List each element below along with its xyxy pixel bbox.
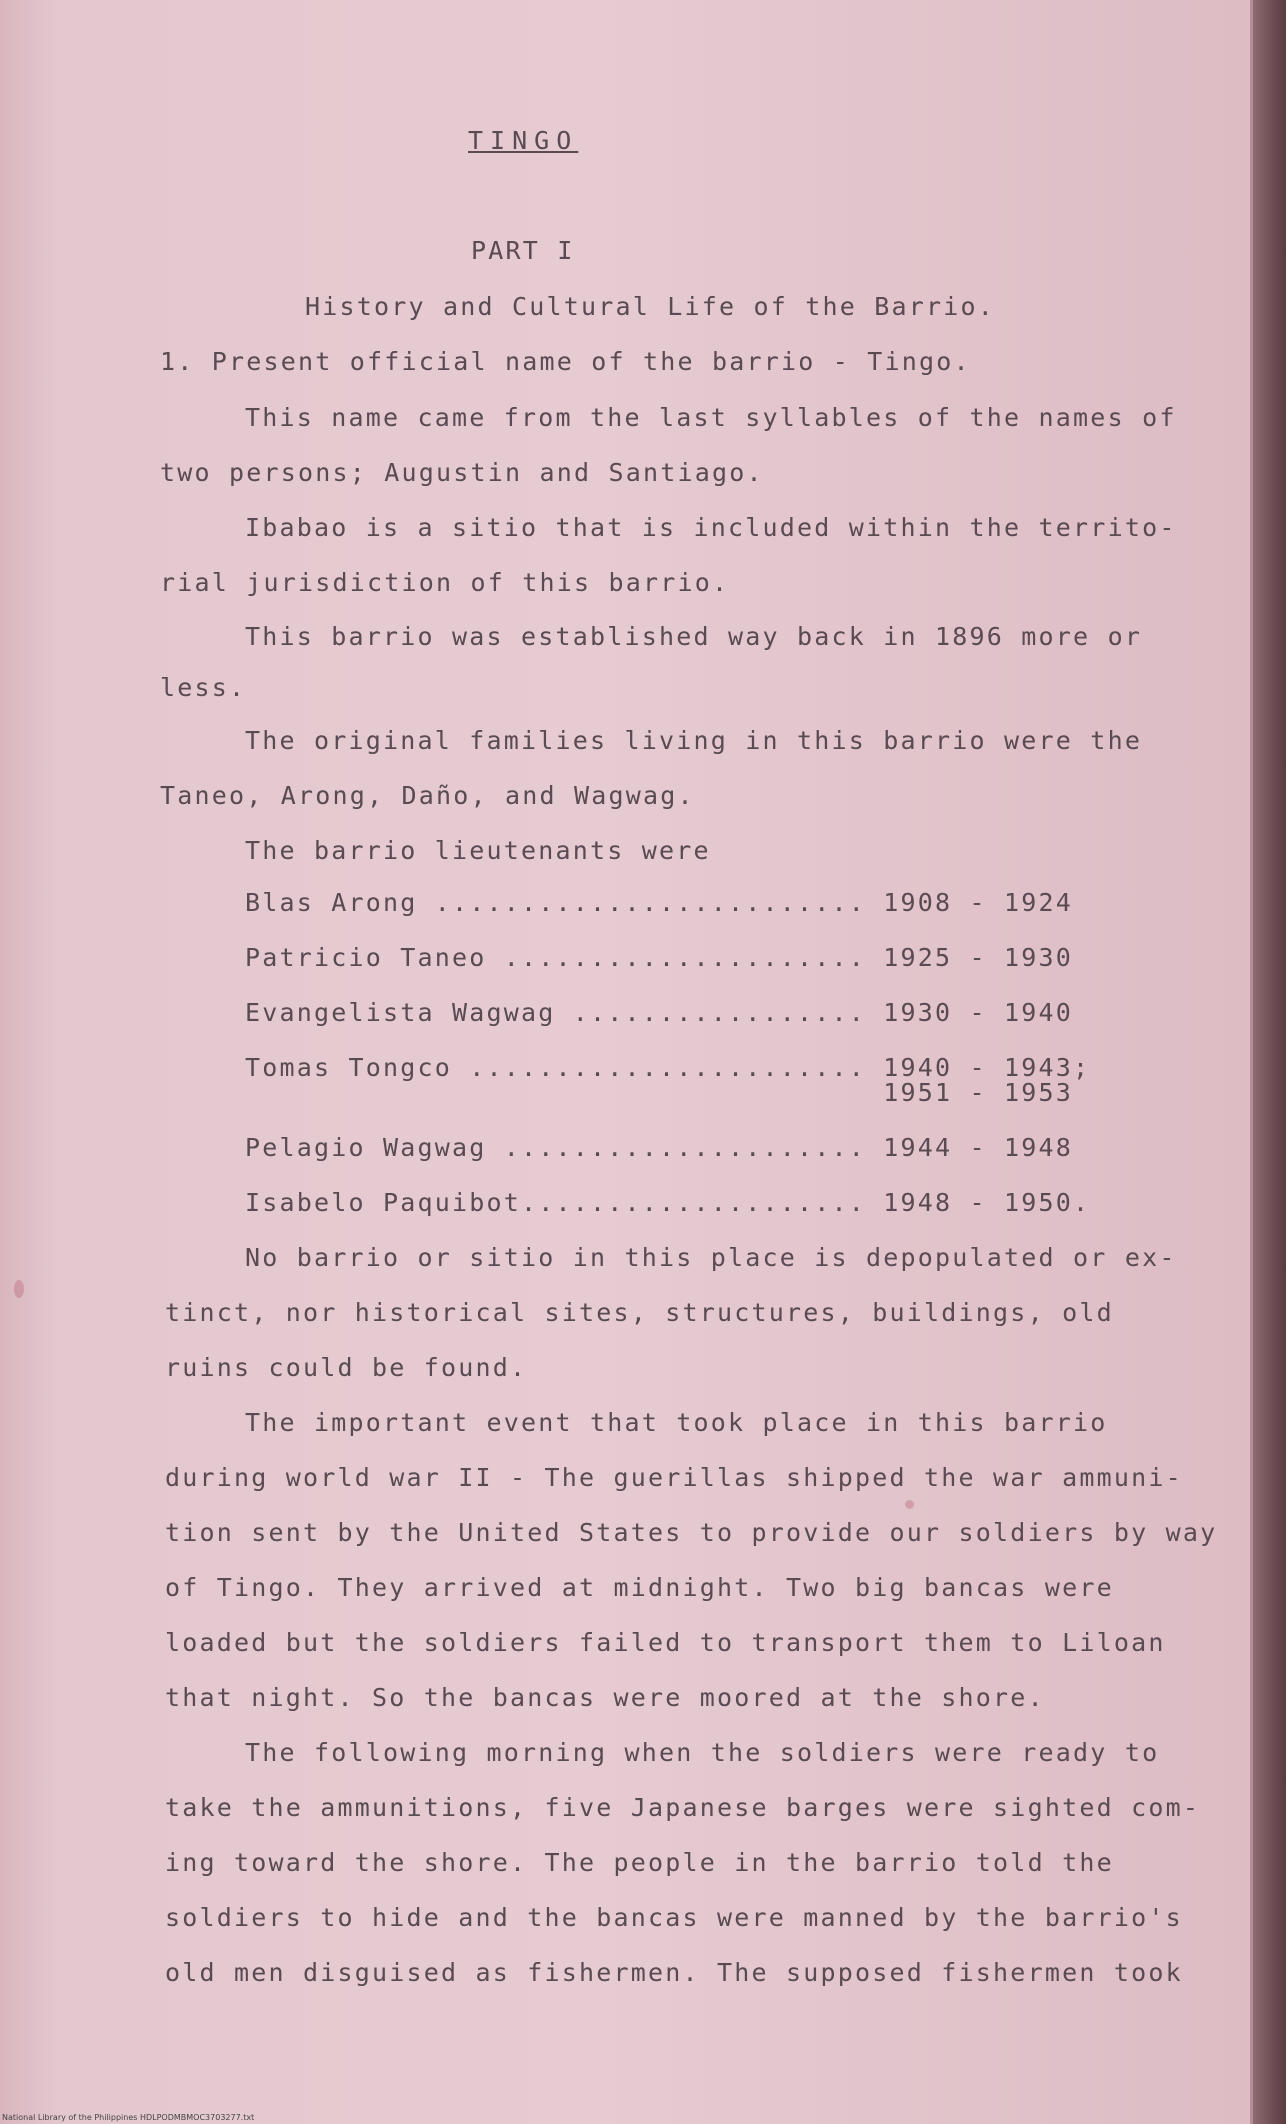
lieutenant-row: Evangelista Wagwag ................. 1930 - 1940 xyxy=(245,998,1074,1027)
ink-blot xyxy=(905,1500,914,1509)
lieutenants-intro: The barrio lieutenants were xyxy=(245,836,711,865)
paragraph-line: The following morning when the soldiers were ready to xyxy=(245,1738,1160,1767)
paragraph-line: ing toward the shore. The people in the barrio told the xyxy=(165,1848,1114,1877)
paragraph-line: old men disguised as fishermen. The supposed fishermen took xyxy=(165,1958,1183,1987)
paragraph-line: Ibabao is a sitio that is included within the territo- xyxy=(245,513,1177,542)
paragraph-line: take the ammunitions, five Japanese barges were sighted com- xyxy=(165,1793,1201,1822)
paragraph-line: soldiers to hide and the bancas were manned by the barrio's xyxy=(165,1903,1183,1932)
paragraph-line: less. xyxy=(160,673,247,702)
paragraph-line: loaded but the soldiers failed to transport them to Liloan xyxy=(165,1628,1166,1657)
paragraph-line: The original families living in this barrio were the xyxy=(245,726,1143,755)
lieutenant-row: 1951 - 1953 xyxy=(245,1078,1074,1107)
lieutenant-row: Blas Arong ......................... 1908 - 1924 xyxy=(245,888,1074,917)
ink-blot xyxy=(14,1280,24,1298)
section-subtitle: History and Cultural Life of the Barrio. xyxy=(305,292,996,321)
paragraph-line: This barrio was established way back in 1896 more or xyxy=(245,622,1143,651)
lieutenant-row: Pelagio Wagwag ..................... 1944 - 1948 xyxy=(245,1133,1074,1162)
lieutenant-row: Tomas Tongco ....................... 1940 - 1943; xyxy=(245,1053,1091,1082)
paragraph-line: The important event that took place in this barrio xyxy=(245,1408,1108,1437)
item-1: 1. Present official name of the barrio - Tingo. xyxy=(160,347,971,376)
paragraph-line: No barrio or sitio in this place is depopulated or ex- xyxy=(245,1243,1177,1272)
page-edge-shadow xyxy=(1253,0,1286,2124)
paragraph-line: tion sent by the United States to provide our soldiers by way xyxy=(165,1518,1218,1547)
paragraph-line: ruins could be found. xyxy=(165,1353,528,1382)
paragraph-line: tinct, nor historical sites, structures, buildings, old xyxy=(165,1298,1114,1327)
part-heading: PART I xyxy=(471,236,575,265)
scan-footer: National Library of the Philippines HDLPODMBMOC3703277.txt xyxy=(2,2113,255,2122)
paragraph-line: two persons; Augustin and Santiago. xyxy=(160,458,764,487)
paragraph-line: of Tingo. They arrived at midnight. Two big bancas were xyxy=(165,1573,1114,1602)
paragraph-line: This name came from the last syllables of the names of xyxy=(245,403,1177,432)
paragraph-line: rial jurisdiction of this barrio. xyxy=(160,568,730,597)
paragraph-line: that night. So the bancas were moored at the shore. xyxy=(165,1683,1045,1712)
page-title: TINGO xyxy=(468,126,579,155)
lieutenant-row: Patricio Taneo ..................... 1925 - 1930 xyxy=(245,943,1074,972)
paragraph-line: during world war II - The guerillas shipped the war ammuni- xyxy=(165,1463,1183,1492)
paragraph-line: Taneo, Arong, Daño, and Wagwag. xyxy=(160,781,695,810)
lieutenant-row: Isabelo Paquibot.................... 1948 - 1950. xyxy=(245,1188,1091,1217)
